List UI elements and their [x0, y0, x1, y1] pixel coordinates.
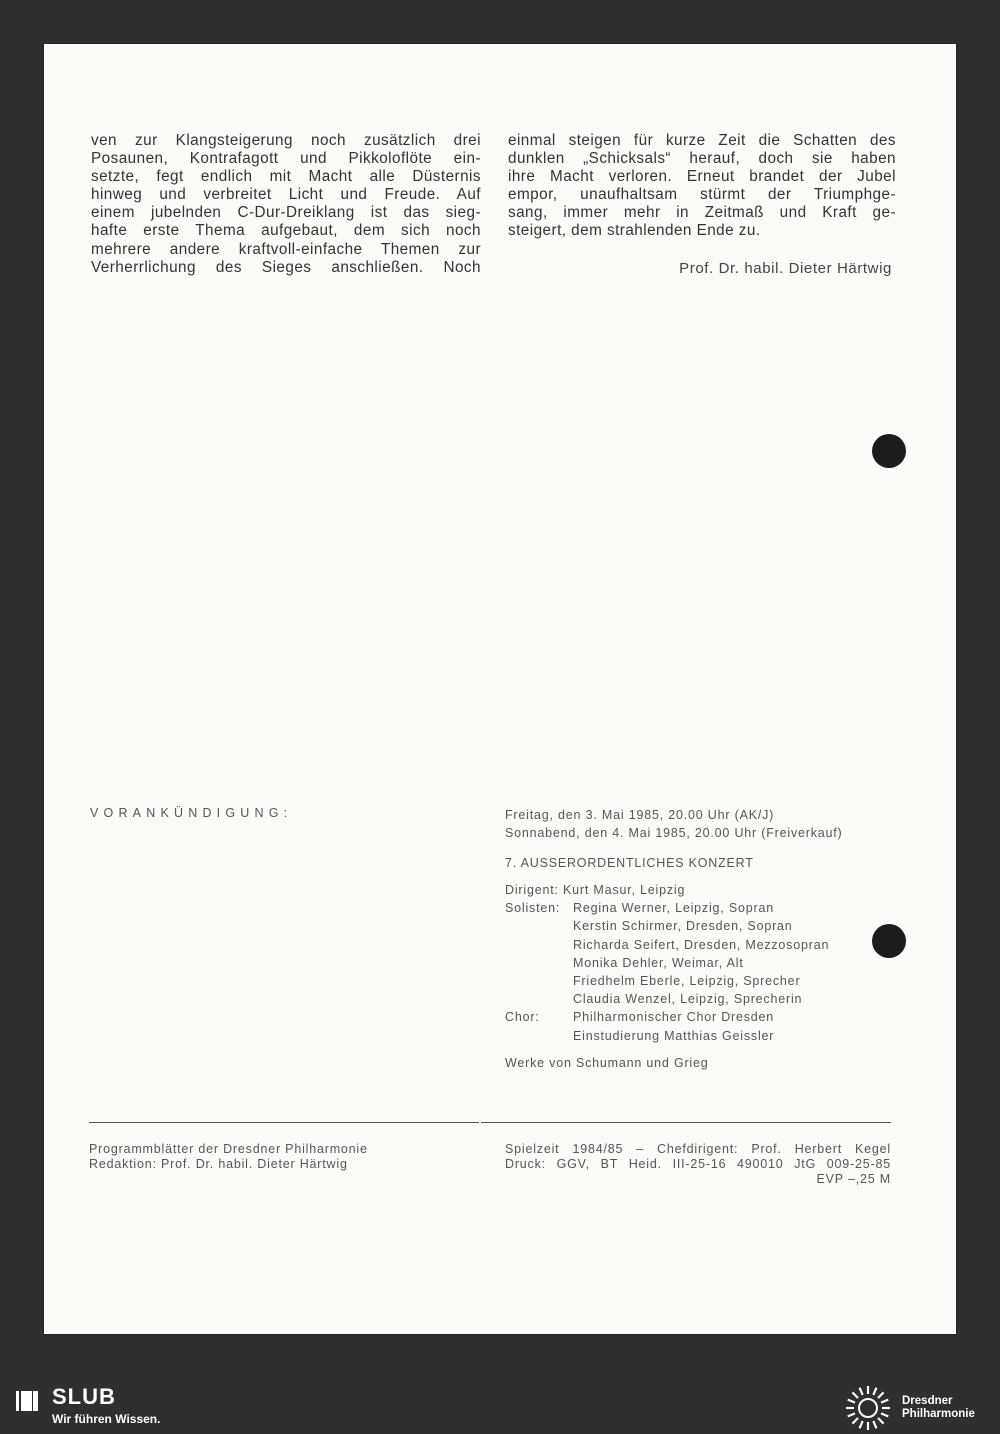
- soloist: Friedhelm Eberle, Leipzig, Sprecher: [573, 974, 801, 989]
- concert-works: Werke von Schumann und Grieg: [505, 1056, 709, 1070]
- dresdner-philharmonie-wordmark[interactable]: [902, 1395, 975, 1421]
- slub-slogan: Wir führen Wissen.: [52, 1412, 161, 1426]
- text-line: hafte erste Thema aufgebaut, dem sich noch: [91, 222, 481, 240]
- article-column-left: [91, 132, 481, 277]
- conductor-row: [505, 881, 829, 899]
- text-line: hinweg und verbreitet Licht und Freude. Auf: [91, 186, 481, 204]
- footer-editor: Redaktion: Prof. Dr. habil. Dieter Härtwig: [89, 1157, 348, 1171]
- soloist: Claudia Wenzel, Leipzig, Sprecherin: [573, 992, 803, 1007]
- text-line: mehrere andere kraftvoll-einfache Themen zur: [91, 240, 481, 258]
- soloist-row: [505, 899, 829, 917]
- text-line: dunklen „Schicksals“ herauf, doch sie haben: [508, 150, 896, 168]
- soloists-label: Solisten:: [505, 901, 561, 916]
- choir-label: Chor:: [505, 1010, 540, 1025]
- footer-divider: [481, 1122, 891, 1123]
- dp-name-line: Dresdner: [902, 1395, 953, 1407]
- article-author: Prof. Dr. habil. Dieter Härtwig: [679, 260, 892, 277]
- soloist: Kerstin Schirmer, Dresden, Sopran: [573, 919, 793, 934]
- soloist: Regina Werner, Leipzig, Sopran: [573, 901, 774, 916]
- footer-right: [505, 1142, 891, 1187]
- choir-row: [505, 1008, 829, 1026]
- footer-left: [89, 1142, 368, 1172]
- dp-name-line: Philharmonie: [902, 1408, 975, 1420]
- text-line: einmal steigen für kurze Zeit die Schatten des: [508, 132, 896, 149]
- concert-date: Freitag, den 3. Mai 1985, 20.00 Uhr (AK/J): [505, 808, 775, 822]
- punch-hole: [872, 924, 906, 958]
- soloist: Richarda Seifert, Dresden, Mezzosopran: [573, 937, 830, 952]
- book-icon: [14, 1388, 40, 1414]
- choir-name: Philharmonischer Chor Dresden: [573, 1010, 775, 1025]
- soloist: Monika Dehler, Weimar, Alt: [573, 955, 744, 970]
- footer-season: Spielzeit 1984/85 – Chefdirigent: Prof. Herbert Kegel: [505, 1142, 891, 1156]
- footer-publisher: Programmblätter der Dresdner Philharmonie: [89, 1142, 368, 1156]
- text-line: ven zur Klangsteigerung noch zusätzlich drei: [91, 132, 481, 149]
- sunburst-logo-icon[interactable]: [842, 1382, 894, 1434]
- text-line: Verherrlichung des Sieges anschließen. Noch: [91, 258, 481, 276]
- text-line: ihre Macht verloren. Erneut brandet der Jubel: [508, 168, 896, 186]
- conductor-label: Dirigent:: [505, 883, 559, 897]
- text-line: Posaunen, Kontrafagott und Pikkoloflöte ein-: [91, 150, 481, 168]
- footer-price: EVP –,25 M: [816, 1172, 891, 1186]
- document-page: [44, 44, 956, 1334]
- punch-hole: [872, 434, 906, 468]
- concert-date: Sonnabend, den 4. Mai 1985, 20.00 Uhr (Freiverkauf): [505, 826, 843, 841]
- viewer-brand-bar: [0, 1378, 1000, 1429]
- text-line: setzte, fegt endlich mit Macht alle Düsternis: [91, 168, 481, 186]
- performers-list: [505, 881, 829, 1045]
- text-line: einem jubelnden C-Dur-Dreiklang ist das sieg-: [91, 204, 481, 222]
- text-line: sang, immer mehr in Zeitmaß und Kraft ge-: [508, 204, 896, 222]
- concert-dates: [505, 806, 843, 842]
- footer-divider: [89, 1122, 479, 1123]
- text-line: empor, unaufhaltsam stürmt der Triumphge-: [508, 186, 896, 204]
- article-column-right: [508, 132, 896, 241]
- footer-print-info: Druck: GGV, BT Heid. III-25-16 490010 JtG 009-25-85: [505, 1157, 891, 1171]
- choir-direction: Einstudierung Matthias Geissler: [573, 1028, 775, 1043]
- slub-wordmark[interactable]: SLUB: [52, 1384, 116, 1409]
- conductor-name: Kurt Masur, Leipzig: [563, 883, 686, 897]
- text-line: steigert, dem strahlenden Ende zu.: [508, 222, 761, 240]
- concert-title: 7. AUSSERORDENTLICHES KONZERT: [505, 856, 754, 870]
- announcement-heading: VORANKÜNDIGUNG:: [90, 806, 293, 820]
